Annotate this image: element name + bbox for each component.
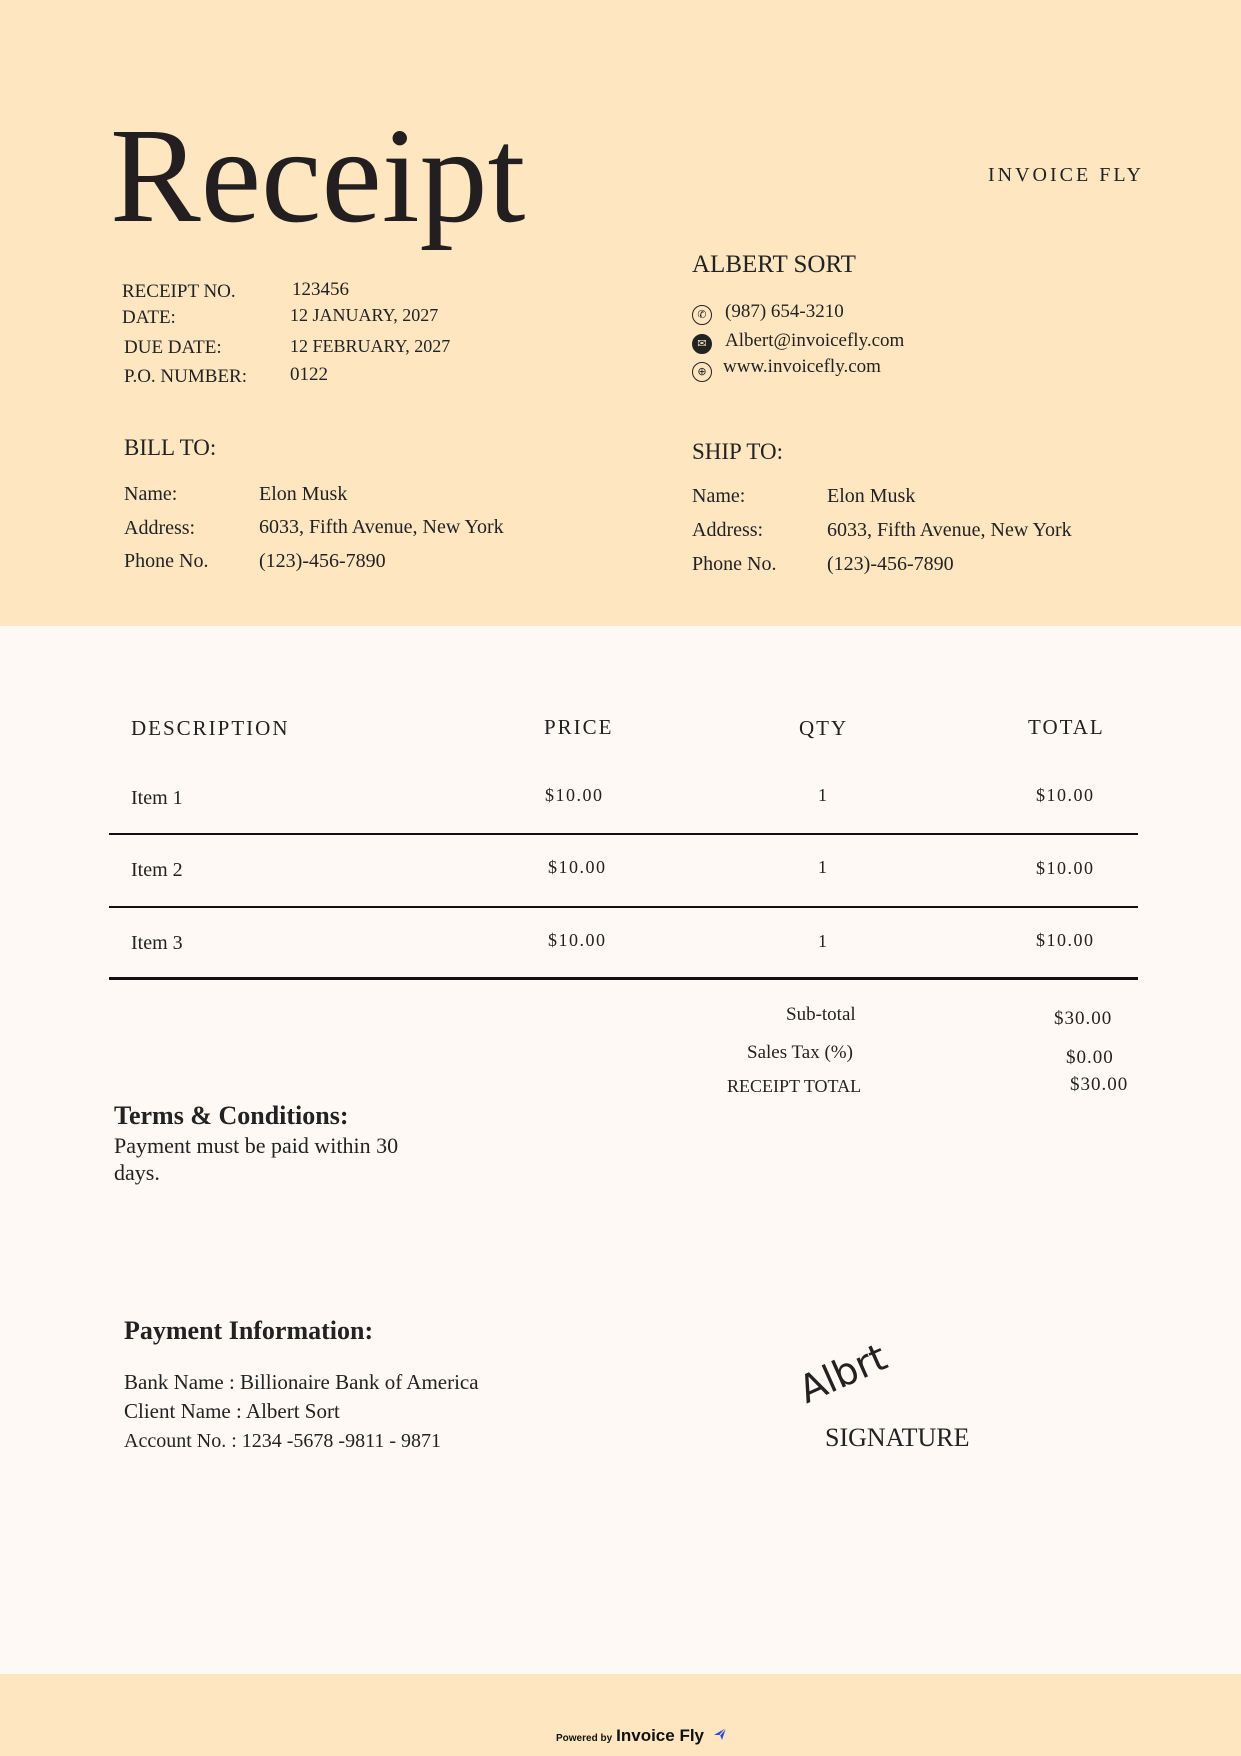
bill-to-phone: (123)-456-7890: [259, 550, 386, 572]
table-row-price: $10.00: [548, 930, 607, 950]
sales-tax-label: Sales Tax (%): [747, 1042, 853, 1063]
powered-by: [556, 1726, 728, 1747]
footer-brand: Invoice Fly: [616, 1726, 705, 1745]
table-row-qty: 1: [818, 857, 829, 877]
subtotal-value: $30.00: [1054, 1008, 1113, 1029]
ship-to-name: Elon Musk: [827, 485, 916, 507]
payment-bank: Bank Name : Billionaire Bank of America: [124, 1370, 479, 1394]
payment-account: Account No. : 1234 -5678 -9811 - 9871: [124, 1430, 441, 1452]
brand-name: INVOICE FLY: [988, 164, 1144, 186]
terms-line-1: Payment must be paid within 30: [114, 1133, 399, 1158]
ship-to-address: 6033, Fifth Avenue, New York: [827, 519, 1072, 541]
receipt-total-label: RECEIPT TOTAL: [727, 1076, 862, 1096]
table-row-description: Item 3: [131, 932, 183, 954]
ship-to-name-label: Name:: [692, 485, 746, 507]
table-bottom-rule: [109, 977, 1138, 980]
bill-to-phone-label: Phone No.: [124, 550, 209, 572]
table-row-description: Item 1: [131, 787, 183, 809]
row-divider: [109, 906, 1138, 908]
payment-client: Client Name : Albert Sort: [124, 1399, 340, 1423]
terms-heading: Terms & Conditions:: [114, 1101, 349, 1130]
date-value: 12 JANUARY, 2027: [290, 305, 439, 325]
bill-to-address: 6033, Fifth Avenue, New York: [259, 516, 504, 538]
subtotal-label: Sub-total: [786, 1004, 856, 1025]
bill-to-address-label: Address:: [124, 517, 196, 539]
receipt-no-value: 123456: [292, 279, 349, 300]
globe-icon: ⊕: [692, 362, 712, 382]
company-phone: (987) 654-3210: [725, 301, 844, 322]
table-row-total: $10.00: [1036, 930, 1095, 950]
due-date-label: DUE DATE:: [124, 337, 222, 358]
terms-line-2: days.: [114, 1160, 160, 1185]
col-header-qty: QTY: [799, 716, 849, 740]
bill-to-name-label: Name:: [124, 483, 178, 505]
table-row-price: $10.00: [548, 857, 607, 877]
company-website: www.invoicefly.com: [723, 356, 881, 377]
receipt-no-label: RECEIPT NO.: [122, 281, 236, 302]
po-number-value: 0122: [290, 364, 328, 385]
company-name: ALBERT SORT: [692, 251, 856, 278]
ship-to-heading: SHIP TO:: [692, 439, 783, 464]
table-row-description: Item 2: [131, 859, 183, 881]
ship-to-phone: (123)-456-7890: [827, 553, 954, 575]
sales-tax-value: $0.00: [1066, 1047, 1114, 1068]
company-email: Albert@invoicefly.com: [725, 330, 905, 351]
receipt-total-value: $30.00: [1070, 1074, 1129, 1095]
bill-to-heading: BILL TO:: [124, 435, 217, 460]
date-label: DATE:: [122, 307, 176, 328]
row-divider: [109, 833, 1138, 835]
col-header-price: PRICE: [544, 715, 614, 739]
table-row-price: $10.00: [545, 785, 604, 805]
phone-icon: ✆: [692, 305, 712, 325]
invoice-fly-logo-icon: [712, 1726, 728, 1747]
col-header-description: DESCRIPTION: [131, 716, 290, 740]
bill-to-name: Elon Musk: [259, 483, 348, 505]
due-date-value: 12 FEBRUARY, 2027: [290, 336, 451, 356]
signature-scribble: Albrt: [792, 1334, 894, 1412]
ship-to-phone-label: Phone No.: [692, 553, 777, 575]
table-row-total: $10.00: [1036, 785, 1095, 805]
powered-by-text: Powered by: [556, 1733, 613, 1744]
table-row-qty: 1: [818, 931, 829, 951]
table-row-qty: 1: [818, 785, 829, 805]
email-icon: ✉: [692, 334, 712, 354]
signature-label: SIGNATURE: [825, 1423, 970, 1452]
payment-heading: Payment Information:: [124, 1316, 374, 1345]
po-number-label: P.O. NUMBER:: [124, 366, 247, 387]
table-row-total: $10.00: [1036, 858, 1095, 878]
col-header-total: TOTAL: [1028, 715, 1105, 739]
ship-to-address-label: Address:: [692, 519, 764, 541]
document-title: Receipt: [110, 101, 526, 251]
